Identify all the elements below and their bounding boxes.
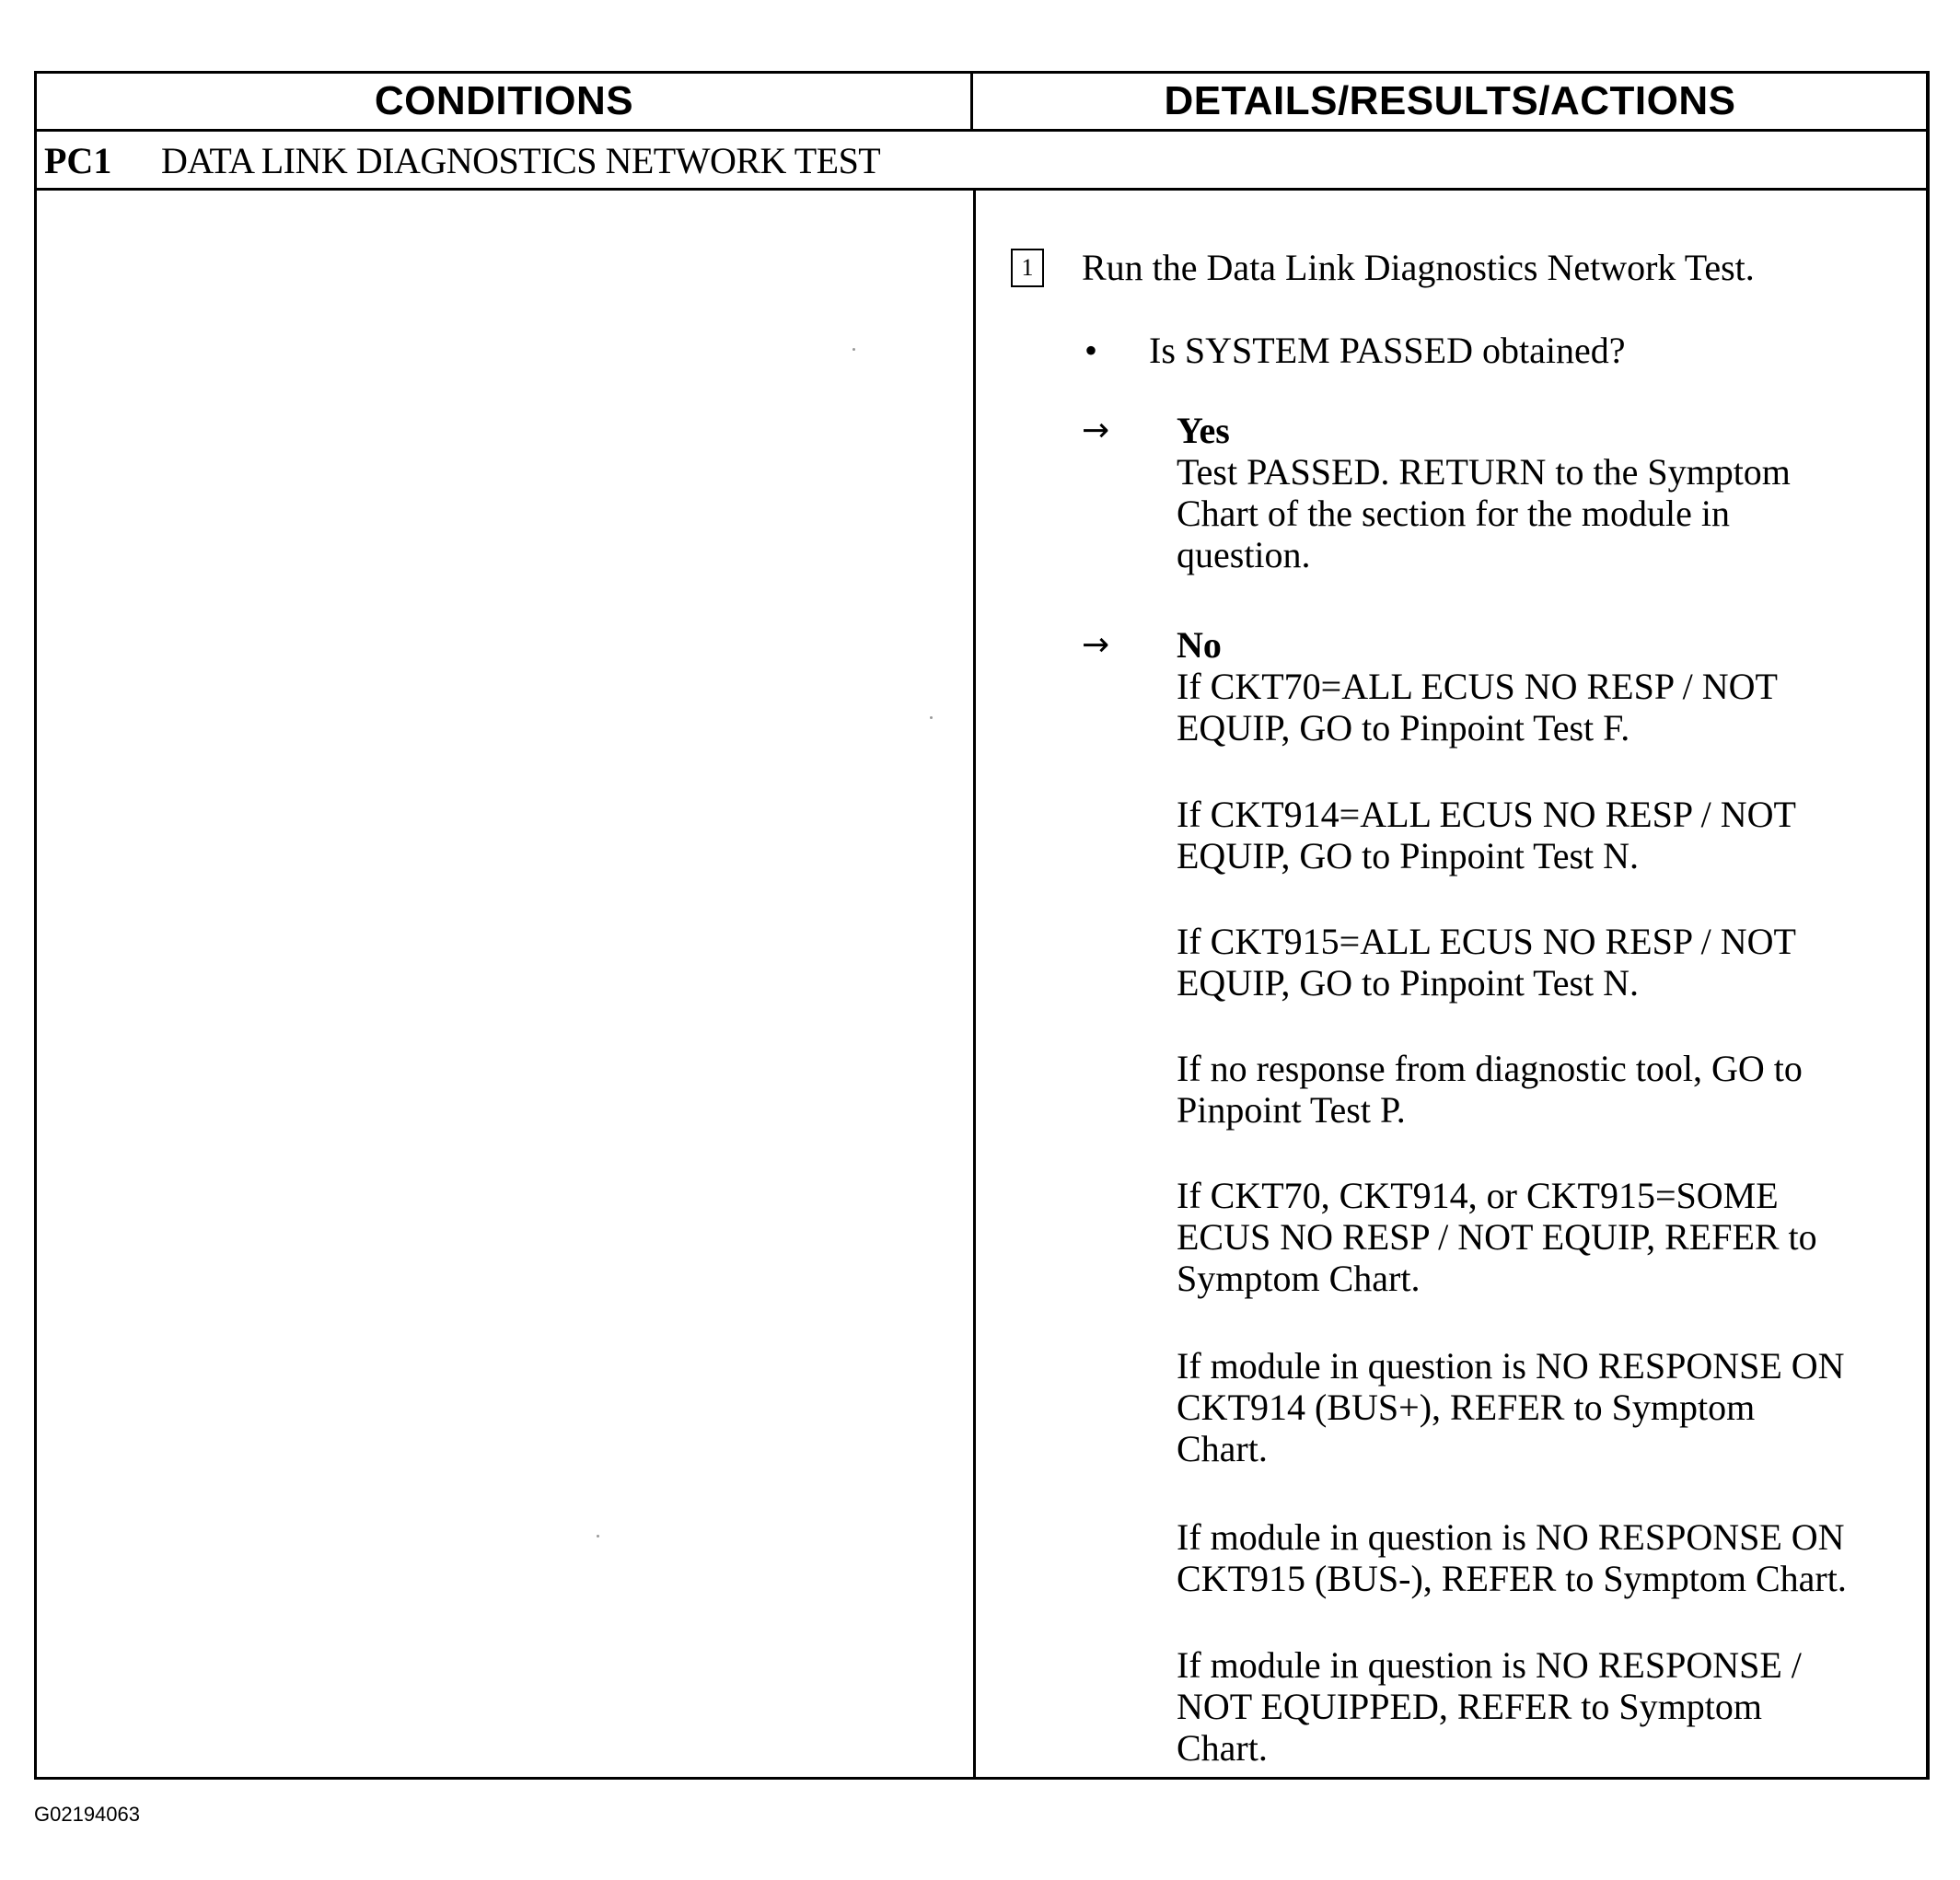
details-header: DETAILS/RESULTS/ACTIONS — [1164, 78, 1736, 123]
scan-speck — [852, 348, 855, 351]
bullet-icon: • — [1084, 330, 1098, 371]
step-number-box: 1 — [1011, 249, 1044, 287]
table-header-row — [37, 74, 1926, 132]
no-paragraph: If module in question is NO RESPONSE / NOT EQUIPPED, REFER to Symptom Chart. — [1177, 1644, 1802, 1769]
conditions-header: CONDITIONS — [374, 78, 634, 123]
scan-speck — [930, 716, 933, 719]
no-paragraph: If module in question is NO RESPONSE ON CKT915 (BUS-), REFER to Symptom Chart. — [1177, 1516, 1847, 1599]
no-paragraph: If CKT915=ALL ECUS NO RESP / NOT EQUIP, GO to Pinpoint Test N. — [1177, 921, 1796, 1004]
no-paragraph: If module in question is NO RESPONSE ON CKT914 (BUS+), REFER to Symptom Chart. — [1177, 1345, 1845, 1469]
right-arrow-icon: → — [1082, 626, 1110, 664]
no-paragraph: If no response from diagnostic tool, GO to Pinpoint Test P. — [1177, 1048, 1803, 1131]
section-code: PC1 — [44, 140, 112, 181]
figure-id: G02194063 — [34, 1803, 140, 1826]
no-paragraph: If CKT70, CKT914, or CKT915=SOME ECUS NO RESP / NOT EQUIP, REFER to Symptom Chart. — [1177, 1175, 1817, 1299]
header-divider — [970, 74, 973, 132]
scan-speck — [597, 1535, 599, 1538]
no-paragraph: If CKT914=ALL ECUS NO RESP / NOT EQUIP, GO to Pinpoint Test N. — [1177, 794, 1796, 876]
step-instruction: Run the Data Link Diagnostics Network Test. — [1082, 247, 1755, 288]
no-paragraph: If CKT70=ALL ECUS NO RESP / NOT EQUIP, GO to Pinpoint Test F. — [1177, 666, 1778, 749]
no-label: No — [1177, 624, 1222, 666]
yes-text: Test PASSED. RETURN to the Symptom Chart of the section for the module in question. — [1177, 451, 1791, 575]
details-column — [976, 191, 1924, 1780]
table-right-edge — [1926, 71, 1930, 1780]
diagnostic-table — [34, 71, 1929, 1780]
step-question: Is SYSTEM PASSED obtained? — [1149, 330, 1626, 371]
yes-label: Yes — [1177, 410, 1230, 451]
section-title: DATA LINK DIAGNOSTICS NETWORK TEST — [161, 140, 881, 181]
section-row — [37, 132, 1926, 191]
right-arrow-icon: → — [1082, 412, 1110, 449]
